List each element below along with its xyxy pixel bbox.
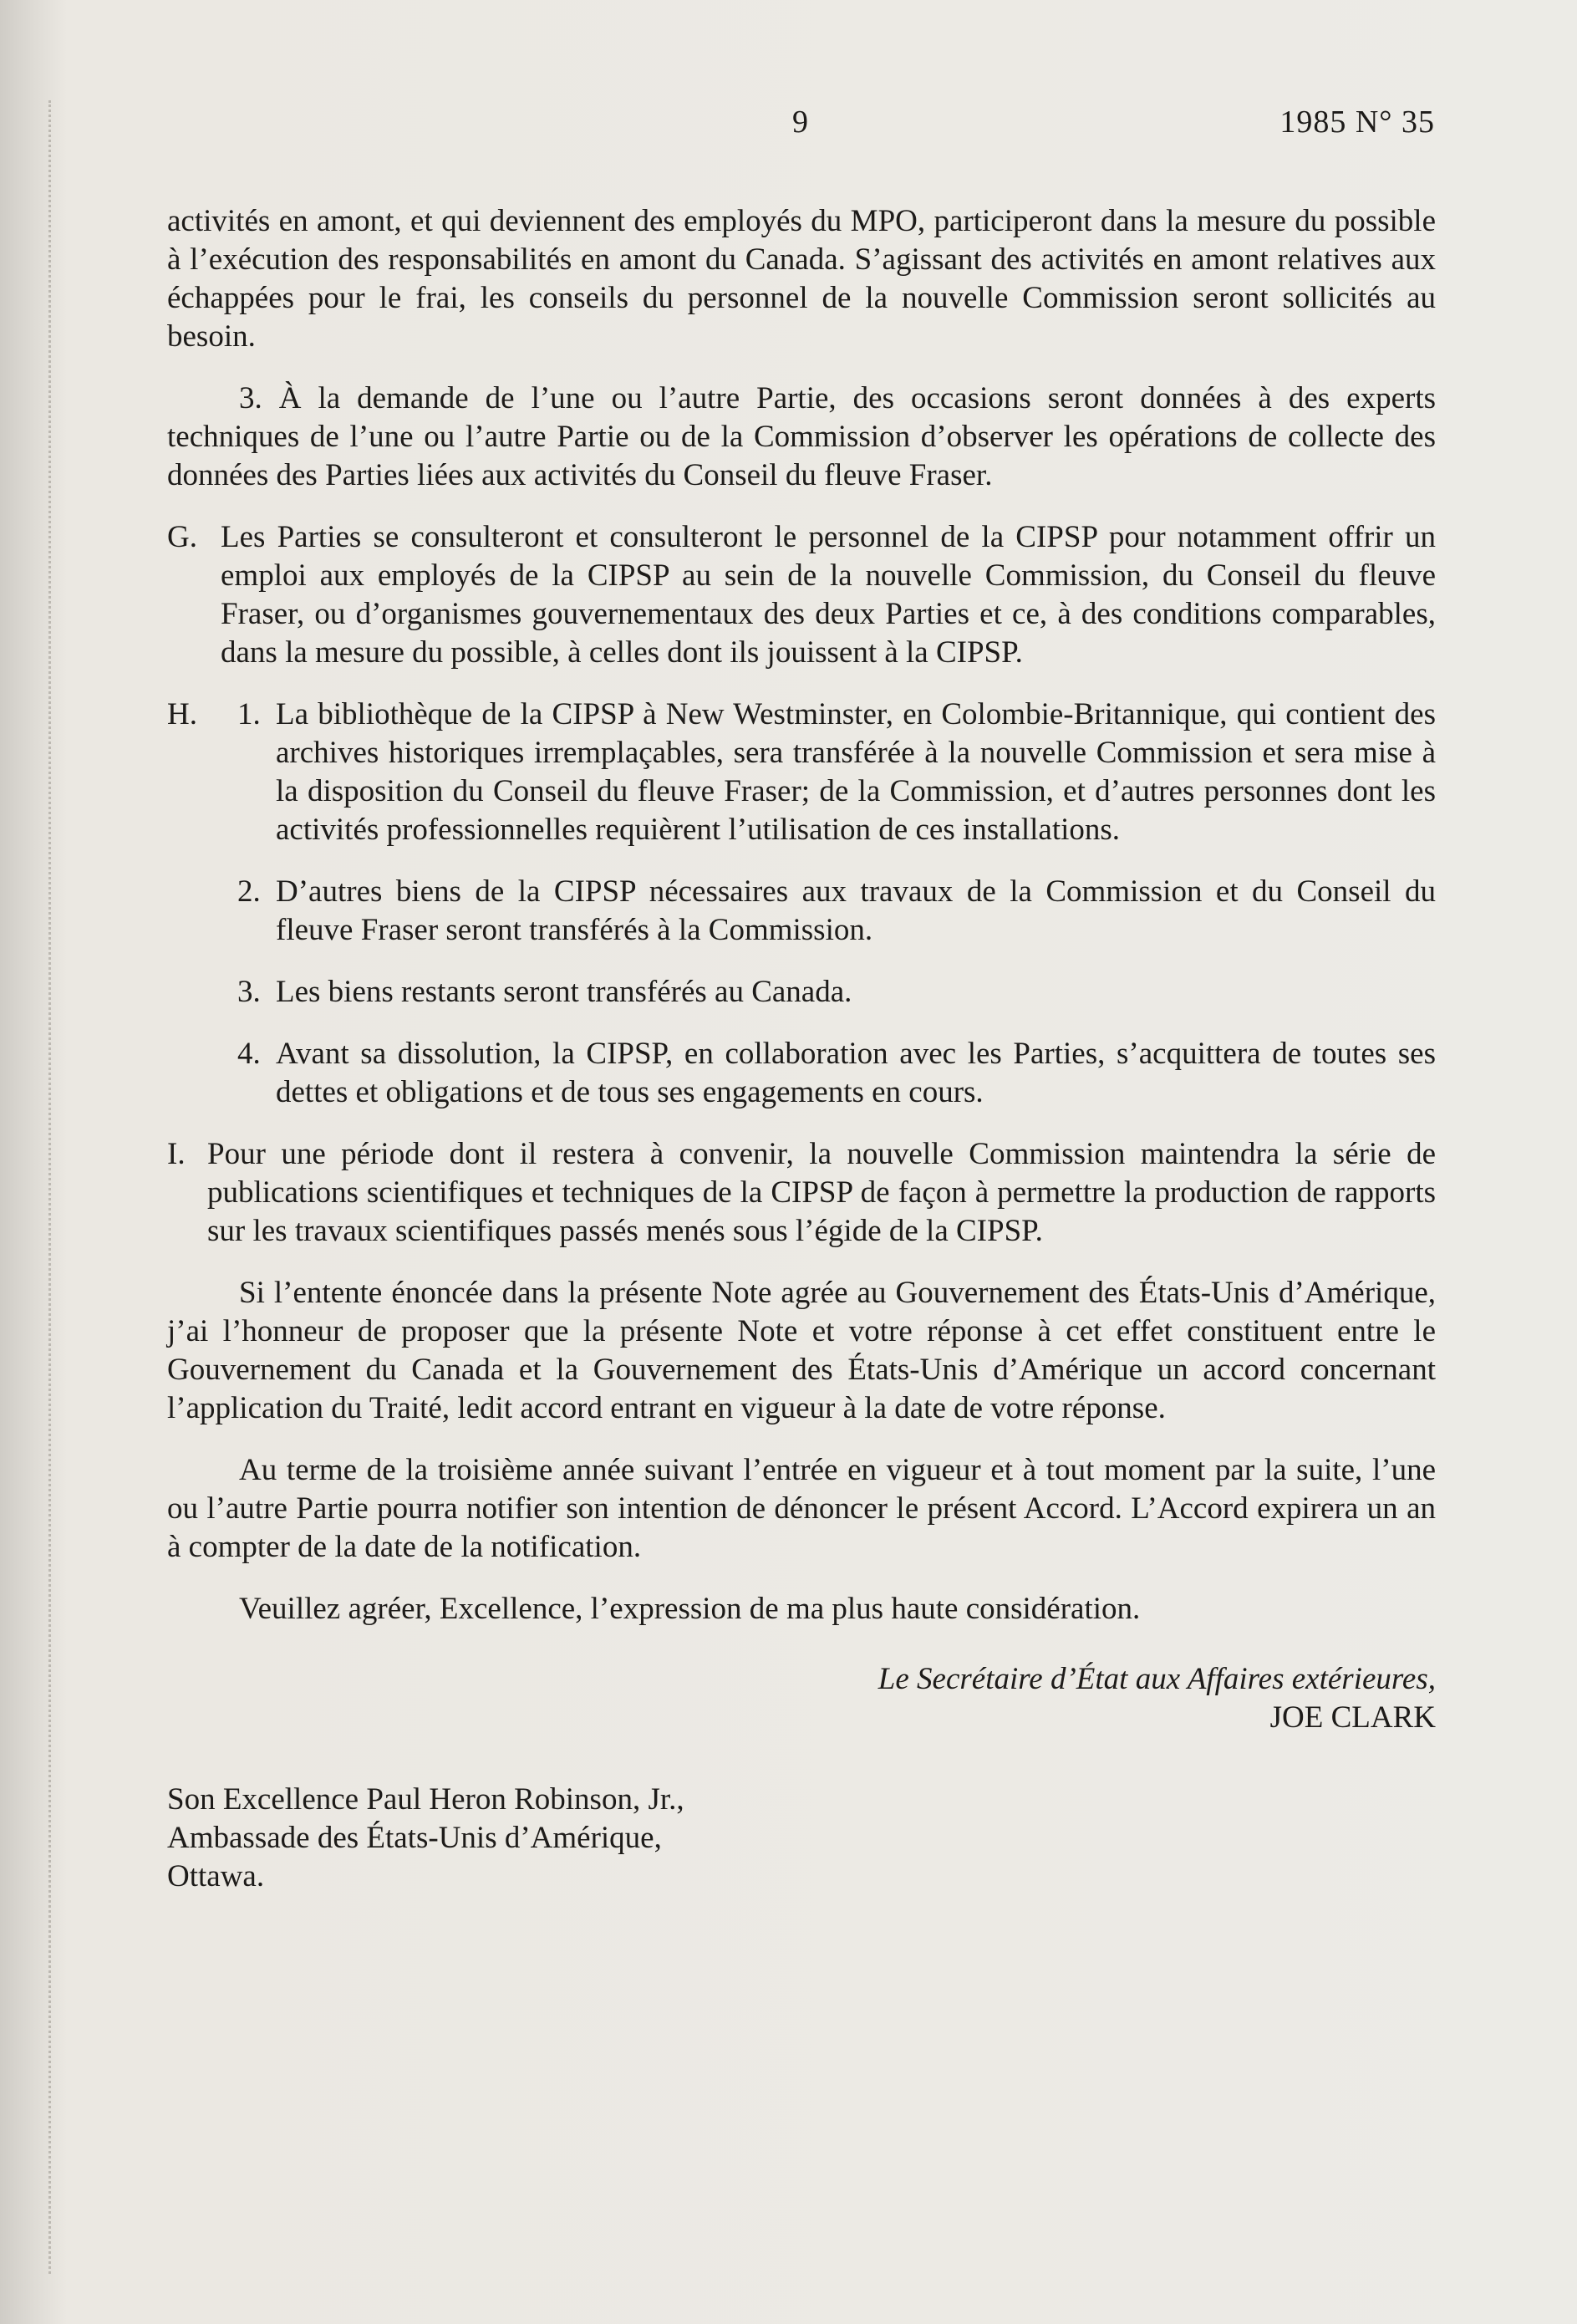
section-g-text: Les Parties se consulteront et consulteront le personnel de la CIPSP pour notamment offrir un emploi aux employés de la CIPSP au sein de la nouvelle Commission, du Conseil du fleuve Fraser, ou d’organismes gouvernementaux des deux Parties et ce, à des conditions comparables, dans la mesure du possible, à celles dont ils jouissent à la CIPSP. [221,520,1436,670]
section-h4-label: 4. [237,1037,261,1071]
paragraph-entente: Si l’entente énoncée dans la présente Note agrée au Gouvernement des États-Unis d’Amérique, j’ai l’honneur de proposer que la présente Note et votre réponse à cet effet constituent entre le Gouvernement du Canada et la Gouvernement des États-Unis d’Amérique un accord concernant l’application du Traité, ledit accord entrant en vigueur à la date de votre réponse. [167,1276,1436,1425]
signature-name: JOE CLARK [1269,1700,1436,1735]
signature-title: Le Secrétaire d’État aux Affaires extérieures, [878,1662,1436,1696]
paragraph-intro: activités en amont, et qui deviennent des employés du MPO, participeront dans la mesure du possible à l’exécution des responsabilités en amont du Canada. S’agissant des activités en amont relatives aux échappées pour le frai, les conseils du personnel de la nouvelle Commission seront sollicités au besoin. [167,204,1436,354]
section-i-text: Pour une période dont il restera à convenir, la nouvelle Commission maintendra la série de publications scientifiques et techniques de la CIPSP de façon à permettre la production de rapports sur les travaux scientifiques passés menés sous l’égide de la CIPSP. [207,1137,1436,1248]
section-h-4 [167,1035,1436,1112]
address-line-1: Son Excellence Paul Heron Robinson, Jr., [167,1782,684,1817]
section-h3-label: 3. [237,975,261,1009]
section-h-label: H. [167,697,197,731]
paragraph-closing: Veuillez agréer, Excellence, l’expression de ma plus haute considération. [239,1592,1141,1626]
section-h-2 [167,873,1436,950]
section-h3-text: Les biens restants seront transférés au Canada. [276,975,852,1009]
section-g-label: G. [167,520,197,554]
section-h2-text: D’autres biens de la CIPSP nécessaires aux travaux de la Commission et du Conseil du fleuve Fraser seront transférés à la Commission. [276,874,1436,947]
section-h-3 [167,973,1436,1012]
binding-gutter [48,100,54,2274]
paragraph-3: 3. À la demande de l’une ou l’autre Partie, des occasions seront données à des experts techniques de l’une ou l’autre Partie ou de la Commission d’observer les opérations de collecte des données des Parties liées aux activités du Conseil du fleuve Fraser. [167,381,1436,492]
section-h1-text: La bibliothèque de la CIPSP à New Westminster, en Colombie-Britannique, qui contient des archives historiques irremplaçables, sera transférée à la nouvelle Commission et sera mise à la disposition du Conseil du fleuve Fraser; de la Commission, et d’autres personnes dont les activités professionnelles requièrent l’utilisation de ces installations. [276,697,1436,847]
section-h4-text: Avant sa dissolution, la CIPSP, en collaboration avec les Parties, s’acquittera de toutes ses dettes et obligations et de tous ses engagements en cours. [276,1037,1436,1109]
paragraph-terme: Au terme de la troisième année suivant l’entrée en vigueur et à tout moment par la suite, l’une ou l’autre Partie pourra notifier son intention de dénoncer le présent Accord. L’Accord expirera un an à compter de la date de la notification. [167,1453,1436,1564]
section-h1-label: 1. [237,697,261,731]
section-h2-label: 2. [237,874,261,909]
page-number: 9 [792,104,809,140]
section-i-label: I. [167,1137,186,1171]
signature-block [167,1660,1436,1737]
address-line-3: Ottawa. [167,1859,265,1893]
header-year-number: 1985 N° 35 [1279,104,1435,140]
section-i [167,1135,1436,1251]
address-line-2: Ambassade des États-Unis d’Amérique, [167,1821,662,1855]
section-g [167,518,1436,672]
document-body [167,202,1436,1896]
section-h-1 [167,696,1436,849]
address-block [167,1781,1436,1896]
